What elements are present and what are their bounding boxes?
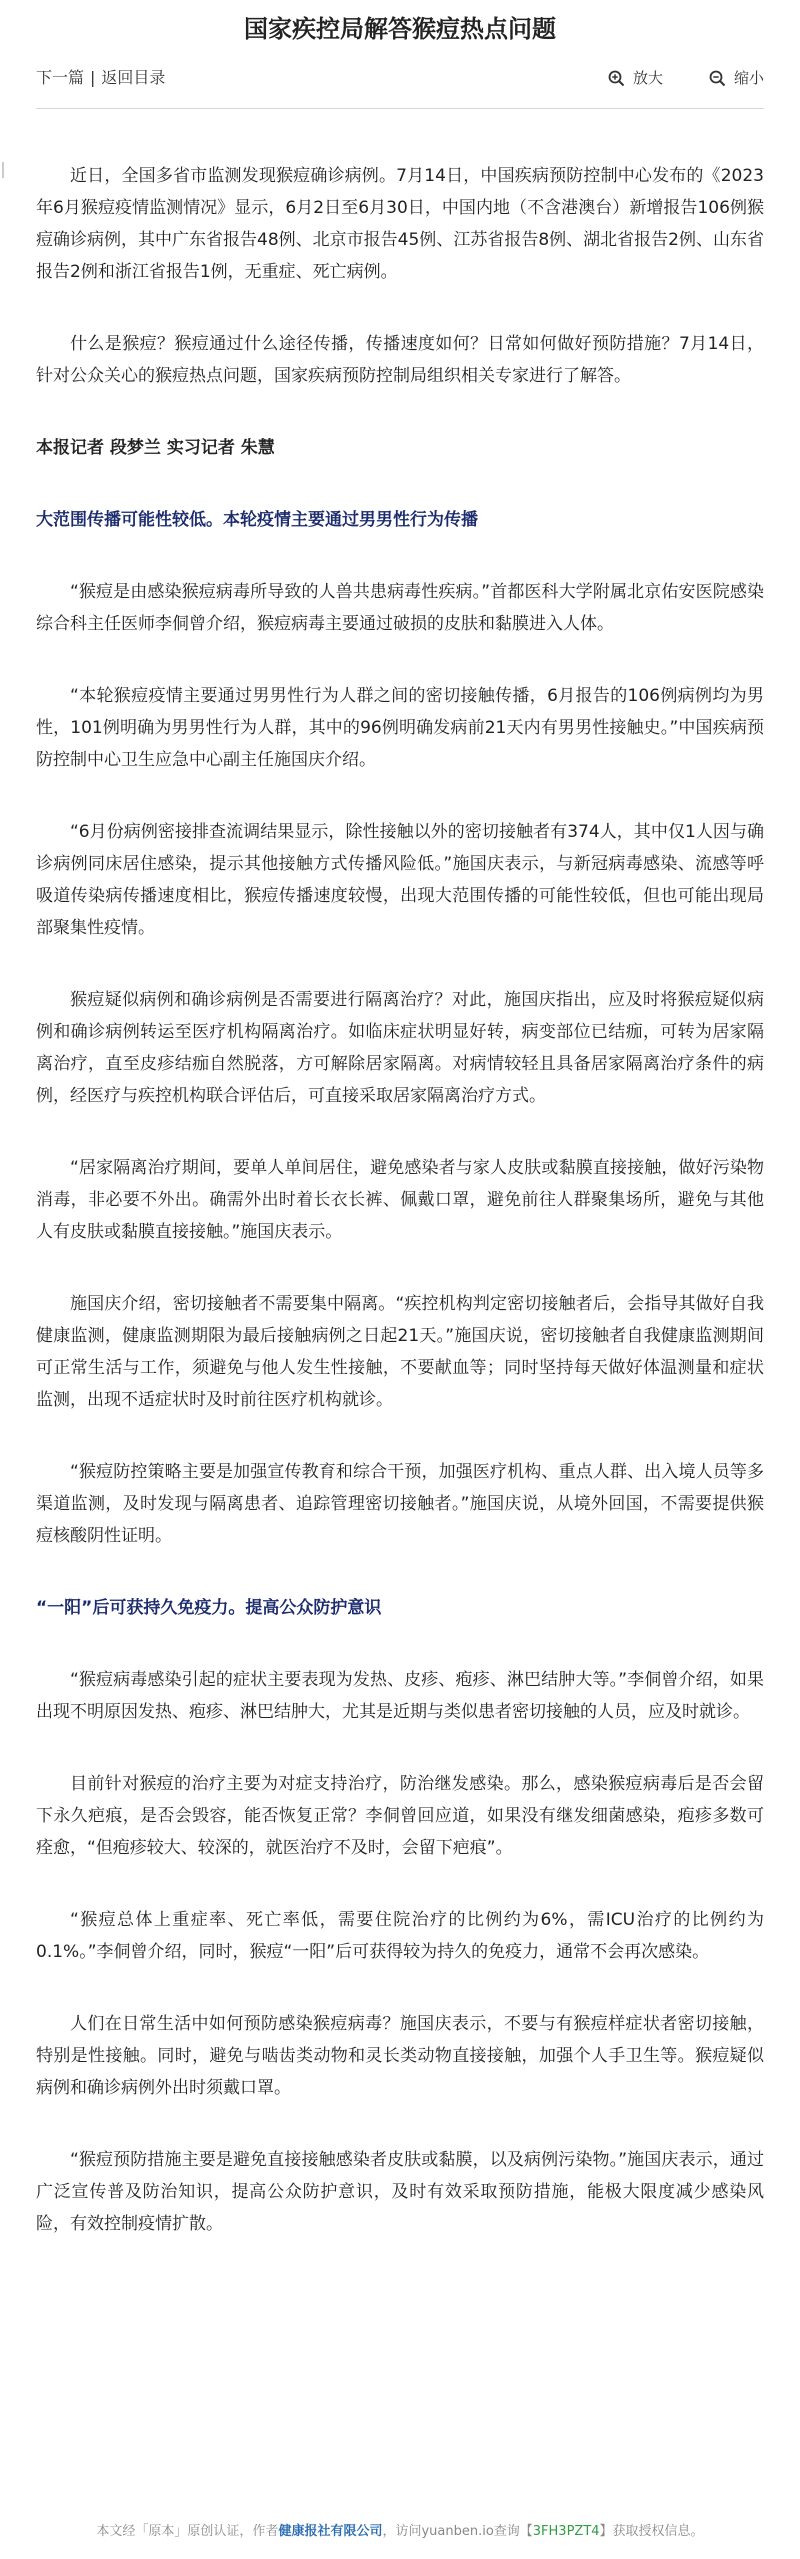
zoom-in-label: 放大 — [632, 69, 663, 87]
header-divider — [36, 108, 764, 109]
back-to-index-link[interactable]: 返回目录 — [101, 68, 166, 87]
nav-separator: | — [90, 68, 96, 87]
left-edge-marker — [2, 162, 4, 178]
zoom-controls — [562, 62, 764, 94]
zoom-out-button[interactable] — [709, 62, 764, 94]
article-byline: 本报记者 段梦兰 实习记者 朱慧 — [36, 438, 275, 458]
auth-code-link[interactable]: 3FH3PZT4 — [532, 2524, 600, 2539]
section-heading: “一阳”后可获持久免疫力。提高公众防护意识 — [36, 1598, 382, 1618]
zoom-out-label: 缩小 — [733, 69, 764, 87]
article-paragraph: 施国庆介绍，密切接触者不需要集中隔离。“疾控机构判定密切接触者后，会指导其做好自我健康监测，健康监测期限为最后接触病例之日起21天。”施国庆说，密切接触者自我健康监测期间可正常生活与工作，须避免与他人发生性接触，不要献血等；同时坚持每天做好体温测量和症状监测，出现不适症状时及时前往医疗机构就诊。 — [36, 1294, 764, 1410]
article-paragraph: “居家隔离治疗期间，要单人单间居住，避免感染者与家人皮肤或黏膜直接接触，做好污染物消毒，非必要不外出。确需外出时着长衣长裤、佩戴口罩，避免前往人群聚集场所，避免与其他人有皮肤或黏膜直接接触。”施国庆表示。 — [36, 1158, 764, 1242]
footer-suffix: 】获取授权信息。 — [599, 2524, 704, 2539]
article-paragraph: 目前针对猴痘的治疗主要为对症支持治疗，防治继发感染。那么，感染猴痘病毒后是否会留下永久疤痕，是否会毁容，能否恢复正常？李侗曾回应道，如果没有继发细菌感染，疱疹多数可痊愈，“但疱疹较大、较深的，就医治疗不及时，会留下疤痕”。 — [36, 1774, 764, 1858]
article-body — [36, 160, 764, 2280]
zoom-in-button[interactable] — [608, 62, 663, 94]
article-paragraph: “猴痘预防措施主要是避免直接接触感染者皮肤或黏膜，以及病例污染物。”施国庆表示，通过广泛宣传普及防治知识，提高公众防护意识，及时有效采取预防措施，能极大限度减少感染风险，有效控制疫情扩散。 — [36, 2150, 764, 2234]
article-toolbar — [36, 62, 764, 94]
footer-middle: ，访问yuanben.io查询【 — [382, 2524, 533, 2539]
article-paragraph: “猴痘病毒感染引起的症状主要表现为发热、皮疹、疱疹、淋巴结肿大等。”李侗曾介绍，如果出现不明原因发热、疱疹、淋巴结肿大，尤其是近期与类似患者密切接触的人员，应及时就诊。 — [36, 1670, 764, 1722]
article-paragraph: “本轮猴痘疫情主要通过男男性行为人群之间的密切接触传播，6月报告的106例病例均为男性，101例明确为男男性行为人群，其中的96例明确发病前21天内有男男性接触史。”中国疾病预防控制中心卫生应急中心副主任施国庆介绍。 — [36, 686, 764, 770]
article-paragraph: 人们在日常生活中如何预防感染猴痘病毒？施国庆表示，不要与有猴痘样症状者密切接触，特别是性接触。同时，避免与啮齿类动物和灵长类动物直接接触，加强个人手卫生等。猴痘疑似病例和确诊病例外出时须戴口罩。 — [36, 2014, 764, 2098]
zoom-in-icon — [608, 70, 625, 87]
footer-prefix: 本文经「原本」原创认证，作者 — [96, 2524, 279, 2539]
article-paragraph: 什么是猴痘？猴痘通过什么途径传播，传播速度如何？日常如何做好预防措施？7月14日，针对公众关心的猴痘热点问题，国家疾病预防控制局组织相关专家进行了解答。 — [36, 334, 764, 386]
article-paragraph: “猴痘总体上重症率、死亡率低，需要住院治疗的比例约为6%，需ICU治疗的比例约为0.1%。”李侗曾介绍，同时，猴痘“一阳”后可获得较为持久的免疫力，通常不会再次感染。 — [36, 1910, 764, 1962]
publisher-link[interactable]: 健康报社有限公司 — [278, 2524, 383, 2539]
article-paragraph: 猴痘疑似病例和确诊病例是否需要进行隔离治疗？对此，施国庆指出，应及时将猴痘疑似病例和确诊病例转运至医疗机构隔离治疗。如临床症状明显好转，病变部位已结痂，可转为居家隔离治疗，直至皮疹结痂自然脱落，方可解除居家隔离。对病情较轻且具备居家隔离治疗条件的病例，经医疗与疾控机构联合评估后，可直接采取居家隔离治疗方式。 — [36, 990, 764, 1106]
copyright-footer — [0, 2522, 800, 2542]
page-title: 国家疾控局解答猴痘热点问题 — [244, 15, 556, 43]
next-article-link[interactable]: 下一篇 — [36, 68, 85, 87]
article-paragraph: “猴痘防控策略主要是加强宣传教育和综合干预，加强医疗机构、重点人群、出入境人员等多渠道监测，及时发现与隔离患者、追踪管理密切接触者。”施国庆说，从境外回国，不需要提供猴痘核酸阴性证明。 — [36, 1462, 764, 1546]
zoom-out-icon — [709, 70, 726, 87]
article-paragraph: “猴痘是由感染猴痘病毒所导致的人兽共患病毒性疾病。”首都医科大学附属北京佑安医院感染综合科主任医师李侗曾介绍，猴痘病毒主要通过破损的皮肤和黏膜进入人体。 — [36, 582, 764, 634]
article-paragraph: “6月份病例密接排查流调结果显示，除性接触以外的密切接触者有374人，其中仅1人因与确诊病例同床居住感染，提示其他接触方式传播风险低。”施国庆表示，与新冠病毒感染、流感等呼吸道传染病传播速度相比，猴痘传播速度较慢，出现大范围传播的可能性较低，但也可能出现局部聚集性疫情。 — [36, 822, 764, 938]
section-heading: 大范围传播可能性较低。本轮疫情主要通过男男性行为传播 — [36, 510, 478, 530]
article-nav — [36, 62, 165, 94]
article-paragraph: 近日，全国多省市监测发现猴痘确诊病例。7月14日，中国疾病预防控制中心发布的《2023年6月猴痘疫情监测情况》显示，6月2日至6月30日，中国内地（不含港澳台）新增报告106例猴痘确诊病例，其中广东省报告48例、北京市报告45例、江苏省报告8例、湖北省报告2例、山东省报告2例和浙江省报告1例，无重症、死亡病例。 — [36, 166, 764, 282]
